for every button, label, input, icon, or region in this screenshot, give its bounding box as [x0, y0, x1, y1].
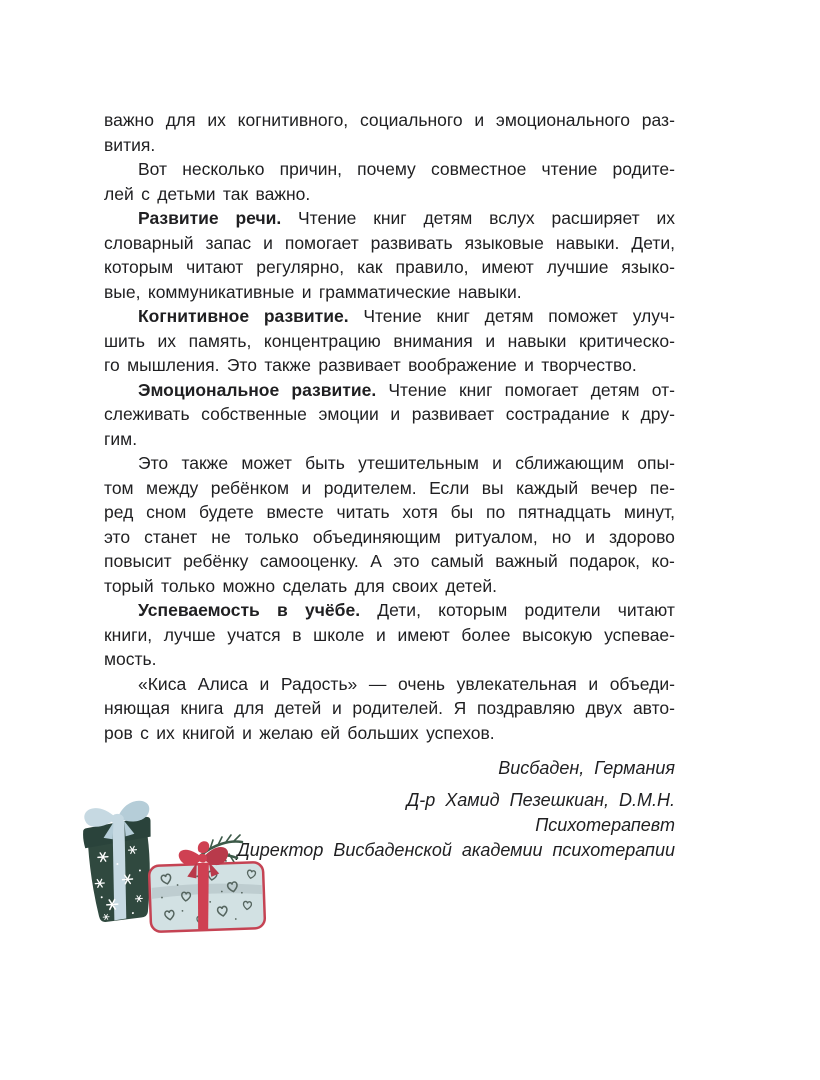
text-line: лей с детьми так важно. [104, 183, 311, 204]
text-line: Успеваемость в учёбе. Дети, которым родители читают [138, 600, 675, 621]
text-line: это станет не только объединяющим ритуалом, но и здорово [104, 526, 675, 547]
text-line: няющая книга для детей и родителей. Я поздравляю двух авто- [104, 698, 675, 719]
text-line: том между ребёнком и родителем. Если вы каждый вечер пе- [104, 477, 675, 498]
text-line: ред сном будете вместе читать хотя бы по пятнадцать минут, [104, 502, 675, 523]
text-line: го мышления. Это также развивает воображение и творчество. [104, 355, 637, 376]
text-line: Это также может быть утешительным и сближающим опы- [138, 453, 675, 474]
signature-line: Директор Висбаденской академии психотерапии [237, 840, 675, 860]
text-line: торый только можно сделать для своих детей. [104, 575, 497, 596]
text-line: мость. [104, 649, 157, 670]
text-line: ров с их книгой и желаю ей больших успехов. [104, 722, 495, 743]
text-line: Когнитивное развитие. Чтение книг детям поможет улуч- [138, 306, 675, 327]
text-line: «Киса Алиса и Радость» — очень увлекательная и объеди- [138, 673, 675, 694]
green-gift [81, 800, 157, 923]
text-line: шить их память, концентрацию внимания и навыки критическо- [104, 330, 675, 351]
signature-line: Психотерапевт [535, 815, 675, 835]
signature-line: Д-р Хамид Пезешкиан, D.M.H. [406, 790, 675, 810]
body-text [104, 108, 675, 745]
text-line: Вот несколько причин, почему совместное чтение родите- [138, 159, 675, 180]
text-line: вые, коммуникативные и грамматические навыки. [104, 281, 522, 302]
text-line: Эмоциональное развитие. Чтение книг помогает детям от- [138, 379, 675, 400]
text-line: повысит ребёнку самооценку. А это самый важный подарок, ко- [104, 551, 675, 572]
text-line: которым читают регулярно, как правило, имеют лучшие языко- [104, 257, 675, 278]
text-line: книги, лучше учатся в школе и имеют более высокую успевае- [104, 624, 675, 645]
text-line: слеживать собственные эмоции и развивает сострадание к дру- [104, 404, 675, 425]
signature-line: Висбаден, Германия [498, 758, 675, 778]
text-line: важно для их когнитивного, социального и эмоционального раз- [104, 110, 675, 130]
text-line: вития. [104, 134, 156, 155]
gift-boxes-illustration [70, 792, 275, 942]
text-line: гим. [104, 428, 138, 449]
text-line: Развитие речи. Чтение книг детям вслух расширяет их [138, 208, 675, 229]
mint-gift [148, 839, 265, 932]
text-line: словарный запас и помогает развивать языковые навыки. Дети, [104, 232, 675, 253]
